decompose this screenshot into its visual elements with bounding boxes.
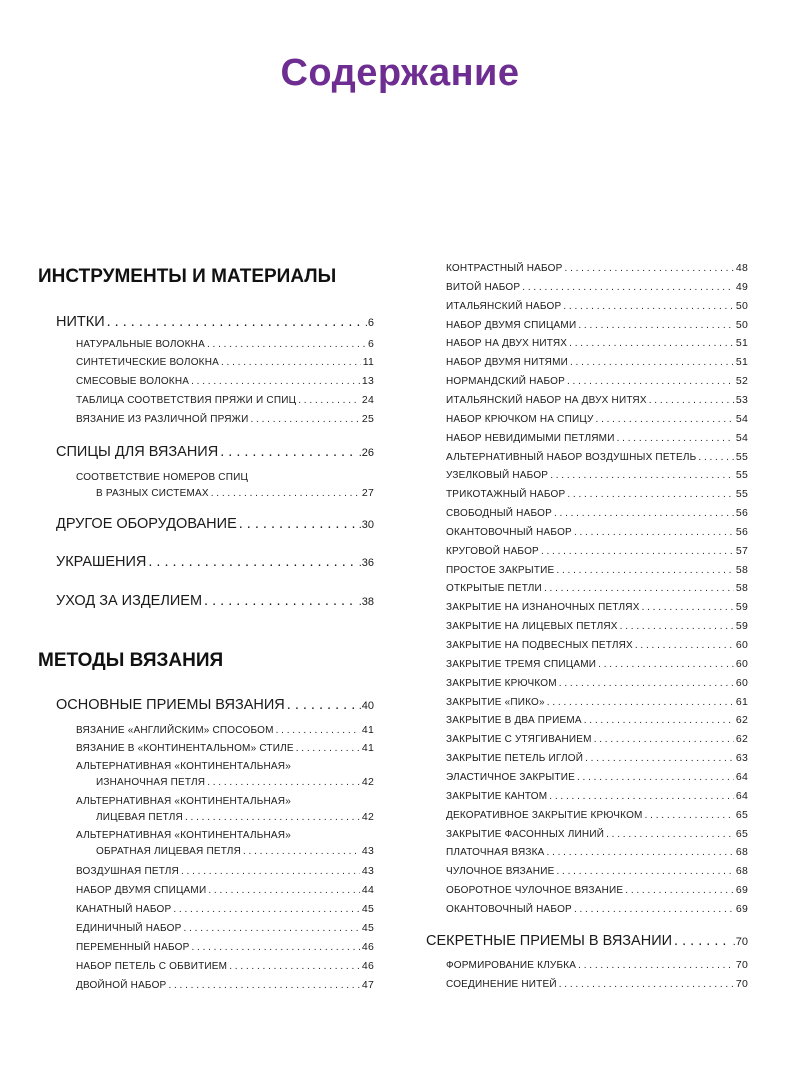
leader-dots	[617, 433, 734, 444]
leader-dots	[287, 697, 357, 713]
toc-entry-title: КОНТРАСТНЫЙ НАБОР	[446, 263, 563, 274]
toc-page-number: 54	[735, 431, 748, 444]
toc-entry[interactable]	[446, 451, 748, 463]
toc-entry[interactable]	[446, 281, 748, 293]
toc-section-title: СЕКРЕТНЫЕ ПРИЕМЫ В ВЯЗАНИИ	[426, 933, 673, 949]
leader-dots	[276, 725, 360, 736]
toc-entry-title: ЗАКРЫТИЕ НА ПОДВЕСНЫХ ПЕТЛЯХ	[446, 640, 633, 651]
toc-entry[interactable]	[446, 752, 748, 764]
toc-section-title: НИТКИ	[56, 314, 105, 330]
toc-entry-title: ВЯЗАНИЕ «АНГЛИЙСКИМ» СПОСОБОМ	[76, 725, 274, 736]
toc-entry-title: ЗАКРЫТИЕ НА ЛИЦЕВЫХ ПЕТЛЯХ	[446, 621, 618, 633]
toc-entry[interactable]	[446, 394, 748, 406]
leader-dots	[569, 338, 734, 349]
toc-page-number: 44	[361, 884, 374, 896]
toc-page-number: 68	[735, 846, 748, 859]
leader-dots	[574, 904, 734, 915]
toc-entry-title: ЗАКРЫТИЕ «ПИКО»	[446, 696, 545, 708]
toc-page-number: 56	[735, 525, 748, 538]
toc-page-number: 65	[735, 808, 748, 821]
toc-entry[interactable]	[446, 564, 748, 576]
toc-page-number: 69	[735, 884, 748, 897]
toc-section-title: УКРАШЕНИЯ	[56, 554, 147, 570]
toc-page-number: 63	[735, 752, 748, 765]
toc-section-osnovnye[interactable]	[56, 697, 374, 713]
toc-page-number: 48	[735, 262, 748, 274]
toc-page-number: 51	[735, 356, 748, 369]
toc-entry-title: ОТКРЫТЫЕ ПЕТЛИ	[446, 583, 542, 595]
toc-entry[interactable]	[446, 300, 748, 312]
toc-entry-title: АЛЬТЕРНАТИВНЫЙ НАБОР ВОЗДУШНЫХ ПЕТЕЛЬ	[446, 451, 697, 463]
leader-dots	[554, 508, 734, 519]
toc-page-number: 65	[735, 827, 748, 840]
leader-dots	[220, 444, 357, 460]
toc-page-number: 57	[735, 544, 748, 557]
leader-dots	[559, 979, 734, 990]
toc-page-number: .40	[358, 700, 374, 712]
toc-entry[interactable]	[76, 413, 374, 425]
toc-page-number: 64	[735, 770, 748, 783]
toc-entry-title: ДЕКОРАТИВНОЕ ЗАКРЫТИЕ КРЮЧКОМ	[446, 809, 643, 821]
toc-entry[interactable]	[96, 776, 374, 788]
leader-dots	[296, 743, 360, 754]
toc-page-number: 50	[735, 318, 748, 331]
toc-entry[interactable]	[446, 771, 748, 783]
leader-dots	[549, 791, 734, 802]
toc-section-uhod[interactable]	[56, 593, 374, 609]
leader-dots	[567, 489, 734, 500]
leader-dots	[606, 829, 734, 840]
toc-entry-title: СИНТЕТИЧЕСКИЕ ВОЛОКНА	[76, 357, 219, 368]
toc-page-number: 61	[735, 695, 748, 708]
toc-page-number: 47	[361, 979, 374, 991]
toc-entry[interactable]	[96, 487, 374, 499]
leader-dots	[565, 263, 734, 274]
toc-entry-title: НАБОР ДВУМЯ СПИЦАМИ	[76, 885, 207, 896]
toc-entry-title: В РАЗНЫХ СИСТЕМАХ	[96, 488, 209, 499]
leader-dots	[173, 904, 360, 915]
toc-entry[interactable]	[446, 978, 748, 990]
toc-entry-title: УЗЕЛКОВЫЙ НАБОР	[446, 470, 549, 482]
leader-dots	[221, 357, 361, 368]
toc-entry-title: ЗАКРЫТИЕ В ДВА ПРИЕМА	[446, 715, 582, 727]
toc-section-title: ДРУГОЕ ОБОРУДОВАНИЕ	[56, 516, 237, 532]
part-heading-tools: ИНСТРУМЕНТЫ И МАТЕРИАЛЫ	[38, 266, 337, 287]
toc-entry-title: ЗАКРЫТИЕ НА ИЗНАНОЧНЫХ ПЕТЛЯХ	[446, 602, 640, 614]
leader-dots	[585, 753, 734, 764]
toc-page-number: 43	[361, 845, 374, 857]
leader-dots	[577, 772, 734, 783]
toc-page-number: .38	[358, 596, 374, 608]
toc-entry[interactable]	[446, 469, 748, 481]
toc-entry-title: ИЗНАНОЧНАЯ ПЕТЛЯ	[96, 777, 206, 788]
leader-dots	[547, 697, 734, 708]
page-title: Содержание	[280, 52, 520, 94]
toc-entry[interactable]	[446, 582, 748, 594]
toc-entry-title: СВОБОДНЫЙ НАБОР	[446, 508, 552, 520]
leader-dots	[207, 777, 360, 788]
toc-entry[interactable]	[446, 696, 748, 708]
leader-dots	[567, 376, 734, 387]
toc-entry[interactable]	[76, 979, 374, 991]
toc-page-number: 54	[735, 412, 748, 425]
toc-entry-title: НАБОР ДВУМЯ НИТЯМИ	[446, 357, 568, 369]
toc-section-title: СПИЦЫ ДЛЯ ВЯЗАНИЯ	[56, 444, 219, 460]
toc-entry[interactable]	[446, 884, 748, 896]
leader-dots	[550, 470, 734, 481]
toc-entry[interactable]	[76, 742, 374, 754]
toc-entry[interactable]	[76, 865, 374, 877]
toc-entry-title: ОБРАТНАЯ ЛИЦЕВАЯ ПЕТЛЯ	[96, 846, 241, 857]
toc-page-number: 60	[735, 639, 748, 651]
toc-entry-title: ВЯЗАНИЕ В «КОНТИНЕНТАЛЬНОМ» СТИЛЕ	[76, 743, 294, 754]
toc-entry-title: НАБОР НА ДВУХ НИТЯХ	[446, 338, 568, 350]
leader-dots	[541, 546, 734, 557]
leader-dots	[191, 376, 360, 387]
toc-entry-title: НАБОР НЕВИДИМЫМИ ПЕТЛЯМИ	[446, 432, 615, 444]
toc-entry-title: ЗАКРЫТИЕ ФАСОННЫХ ЛИНИЙ	[446, 828, 605, 840]
toc-entry-title: СОЕДИНЕНИЕ НИТЕЙ	[446, 979, 557, 990]
leader-dots	[574, 527, 734, 538]
toc-entry-title: СМЕСОВЫЕ ВОЛОКНА	[76, 376, 190, 387]
leader-dots	[698, 452, 734, 463]
toc-entry[interactable]	[446, 903, 748, 915]
toc-entry[interactable]	[76, 960, 374, 972]
toc-entry-title: ЕДИНИЧНЫЙ НАБОР	[76, 923, 182, 934]
leader-dots	[298, 395, 360, 406]
toc-entry[interactable]	[76, 903, 374, 915]
toc-page-number: 55	[735, 450, 748, 463]
leader-dots	[544, 583, 734, 594]
toc-entry-title: ФОРМИРОВАНИЕ КЛУБКА	[446, 960, 577, 971]
leader-dots	[239, 516, 357, 532]
toc-entry[interactable]	[76, 941, 374, 953]
toc-entry[interactable]	[76, 724, 374, 736]
toc-entry[interactable]	[76, 884, 374, 896]
leader-dots	[570, 357, 734, 368]
toc-page-number: 59	[735, 601, 748, 614]
toc-entry-title: ОКАНТОВОЧНЫЙ НАБОР	[446, 526, 572, 538]
toc-page-number: 46	[361, 941, 374, 953]
toc-entry-title: ДВОЙНОЙ НАБОР	[76, 980, 167, 991]
leader-dots	[584, 715, 734, 726]
toc-entry[interactable]	[446, 658, 748, 670]
toc-page-number: .6	[364, 317, 374, 329]
toc-entry[interactable]	[446, 319, 748, 331]
toc-entry[interactable]	[446, 526, 748, 538]
leader-dots	[598, 659, 734, 670]
toc-section-title: ОСНОВНЫЕ ПРИЕМЫ ВЯЗАНИЯ	[56, 697, 285, 713]
toc-page-number: 58	[735, 563, 748, 576]
toc-page-number: 52	[735, 375, 748, 388]
toc-page-number: 69	[735, 902, 748, 915]
toc-entry-title: ТАБЛИЦА СООТВЕТСТВИЯ ПРЯЖИ И СПИЦ	[76, 395, 297, 406]
toc-page-number: 24	[361, 394, 374, 406]
toc-entry[interactable]	[446, 545, 748, 557]
toc-entry-line1: СООТВЕТСТВИЕ НОМЕРОВ СПИЦ	[76, 472, 249, 483]
toc-entry-title: ПЕРЕМЕННЫЙ НАБОР	[76, 942, 190, 953]
toc-page-number: 56	[735, 507, 748, 520]
leader-dots	[556, 565, 733, 576]
toc-entry-title: НАТУРАЛЬНЫЕ ВОЛОКНА	[76, 339, 205, 350]
toc-page-number: 64	[735, 789, 748, 802]
leader-dots	[250, 414, 359, 425]
toc-entry[interactable]	[446, 733, 748, 745]
toc-section-drugoe[interactable]	[56, 516, 374, 532]
toc-entry[interactable]	[446, 488, 748, 500]
toc-page-number: .36	[358, 557, 374, 569]
toc-page-number: 41	[361, 742, 374, 754]
toc-entry-title: ЗАКРЫТИЕ ТРЕМЯ СПИЦАМИ	[446, 658, 597, 670]
leader-dots	[578, 320, 734, 331]
toc-entry-title: КРУГОВОЙ НАБОР	[446, 545, 539, 557]
leader-dots	[229, 961, 360, 972]
toc-page-number: 46	[361, 960, 374, 972]
toc-entry[interactable]	[446, 507, 748, 519]
toc-entry-title: ОБОРОТНОЕ ЧУЛОЧНОЕ ВЯЗАНИЕ	[446, 885, 624, 897]
leader-dots	[596, 414, 734, 425]
toc-entry[interactable]	[76, 394, 374, 406]
toc-entry-title: ИТАЛЬЯНСКИЙ НАБОР	[446, 300, 562, 312]
toc-page-number: 53	[735, 393, 748, 406]
toc-page-number: 55	[735, 469, 748, 482]
leader-dots	[635, 640, 734, 651]
toc-entry-title: ВЯЗАНИЕ ИЗ РАЗЛИЧНОЙ ПРЯЖИ	[76, 414, 249, 425]
toc-entry[interactable]	[446, 337, 748, 349]
toc-entry-line1: АЛЬТЕРНАТИВНАЯ «КОНТИНЕНТАЛЬНАЯ»	[76, 796, 291, 807]
toc-entry-title: ЗАКРЫТИЕ ПЕТЕЛЬ ИГЛОЙ	[446, 753, 584, 765]
leader-dots	[674, 933, 731, 949]
leader-dots	[208, 885, 360, 896]
toc-page-number: .26	[358, 447, 374, 459]
leader-dots	[563, 301, 734, 312]
toc-entry[interactable]	[76, 375, 374, 387]
leader-dots	[243, 846, 360, 857]
leader-dots	[184, 923, 360, 934]
leader-dots	[211, 488, 360, 499]
toc-page-number: 50	[735, 299, 748, 312]
toc-entry[interactable]	[446, 790, 748, 802]
toc-page-number: 62	[735, 733, 748, 746]
toc-entry-line1: АЛЬТЕРНАТИВНАЯ «КОНТИНЕНТАЛЬНАЯ»	[76, 830, 291, 841]
leader-dots	[578, 960, 734, 971]
toc-section-niti[interactable]	[56, 314, 374, 330]
toc-page-number: 68	[735, 865, 748, 878]
toc-entry[interactable]	[446, 714, 748, 726]
toc-page-number: 58	[735, 582, 748, 595]
toc-entry[interactable]	[446, 432, 748, 444]
toc-page-number: 25	[361, 413, 374, 425]
toc-entry-title: ИТАЛЬЯНСКИЙ НАБОР НА ДВУХ НИТЯХ	[446, 394, 647, 406]
part-heading-methods: МЕТОДЫ ВЯЗАНИЯ	[38, 650, 224, 671]
toc-entry[interactable]	[446, 677, 748, 689]
toc-entry-title: ЛИЦЕВАЯ ПЕТЛЯ	[96, 812, 183, 823]
toc-entry-title: ЧУЛОЧНОЕ ВЯЗАНИЕ	[446, 866, 555, 878]
toc-entry[interactable]	[446, 865, 748, 877]
toc-page-number: 41	[361, 724, 374, 736]
leader-dots	[625, 885, 734, 896]
toc-page-number: .70	[732, 936, 748, 948]
toc-entry-title: ОКАНТОВОЧНЫЙ НАБОР	[446, 903, 572, 915]
toc-page-number: 70	[735, 978, 748, 990]
leader-dots	[168, 980, 359, 991]
toc-entry[interactable]	[76, 338, 374, 350]
leader-dots	[556, 866, 733, 877]
leader-dots	[642, 602, 734, 613]
toc-section-ukrasheniya[interactable]	[56, 554, 374, 570]
leader-dots	[185, 812, 360, 823]
toc-section-spicy[interactable]	[56, 444, 374, 460]
toc-entry-title: ЗАКРЫТИЕ С УТЯГИВАНИЕМ	[446, 734, 592, 746]
toc-entry[interactable]	[446, 356, 748, 368]
toc-entry-line1: АЛЬТЕРНАТИВНАЯ «КОНТИНЕНТАЛЬНАЯ»	[76, 761, 291, 772]
toc-entry[interactable]	[446, 809, 748, 821]
toc-entry-title: НАБОР ПЕТЕЛЬ С ОБВИТИЕМ	[76, 961, 228, 972]
toc-page-number: 42	[361, 811, 374, 823]
toc-entry[interactable]	[446, 601, 748, 613]
toc-entry[interactable]	[76, 356, 374, 368]
leader-dots	[522, 282, 734, 293]
toc-entry-title: ЗАКРЫТИЕ КРЮЧКОМ	[446, 677, 557, 689]
toc-page-number: 59	[735, 620, 748, 633]
toc-page-number: 27	[361, 487, 374, 499]
toc-entry-title: НАБОР ДВУМЯ СПИЦАМИ	[446, 319, 577, 331]
toc-page-number: 51	[735, 337, 748, 350]
toc-page-number: 49	[735, 280, 748, 293]
leader-dots	[204, 593, 357, 609]
toc-entry-title: ТРИКОТАЖНЫЙ НАБОР	[446, 489, 566, 501]
toc-entry-title: НОРМАНДСКИЙ НАБОР	[446, 376, 565, 388]
toc-section-secret[interactable]	[426, 933, 748, 949]
toc-entry[interactable]	[446, 262, 748, 274]
toc-entry[interactable]	[96, 811, 374, 823]
leader-dots	[559, 678, 734, 689]
leader-dots	[620, 621, 734, 632]
toc-entry-title: ЗАКРЫТИЕ КАНТОМ	[446, 790, 548, 802]
toc-page-number: 55	[735, 488, 748, 501]
leader-dots	[547, 847, 734, 858]
toc-entry-title: ПЛАТОЧНАЯ ВЯЗКА	[446, 847, 545, 859]
toc-entry[interactable]	[446, 846, 748, 858]
leader-dots	[191, 942, 359, 953]
leader-dots	[645, 810, 734, 821]
toc-page-number: 62	[735, 714, 748, 727]
toc-page-number: 13	[361, 375, 374, 387]
toc-entry[interactable]	[446, 639, 748, 651]
toc-entry[interactable]	[76, 922, 374, 934]
toc-page-number: 70	[735, 959, 748, 971]
leader-dots	[594, 734, 734, 745]
toc-page-number: 42	[361, 776, 374, 788]
toc-entry-title: ВОЗДУШНАЯ ПЕТЛЯ	[76, 866, 179, 877]
toc-section-title: УХОД ЗА ИЗДЕЛИЕМ	[56, 593, 203, 609]
toc-page-number: 6	[367, 338, 374, 350]
toc-entry-title: ВИТОЙ НАБОР	[446, 281, 521, 293]
toc-entry-title: ЭЛАСТИЧНОЕ ЗАКРЫТИЕ	[446, 771, 575, 783]
toc-page-number: 45	[361, 903, 374, 915]
toc-page-number: 60	[735, 676, 748, 689]
toc-page-number: 43	[361, 865, 374, 877]
toc-page-number: 60	[735, 657, 748, 670]
toc-entry[interactable]	[446, 620, 748, 632]
toc-entry-title: КАНАТНЫЙ НАБОР	[76, 904, 172, 915]
leader-dots	[107, 314, 363, 330]
leader-dots	[649, 395, 734, 406]
leader-dots	[207, 339, 366, 350]
toc-entry[interactable]	[446, 959, 748, 971]
leader-dots	[148, 554, 356, 570]
toc-page-number: 45	[361, 922, 374, 934]
toc-entry[interactable]	[96, 845, 374, 857]
toc-page-number: .30	[358, 519, 374, 531]
toc-page-number: 11	[362, 356, 374, 368]
toc-entry-title: ПРОСТОЕ ЗАКРЫТИЕ	[446, 564, 555, 576]
toc-entry[interactable]	[446, 375, 748, 387]
toc-entry[interactable]	[446, 413, 748, 425]
toc-entry[interactable]	[446, 828, 748, 840]
leader-dots	[181, 866, 360, 877]
toc-entry-title: НАБОР КРЮЧКОМ НА СПИЦУ	[446, 413, 594, 425]
